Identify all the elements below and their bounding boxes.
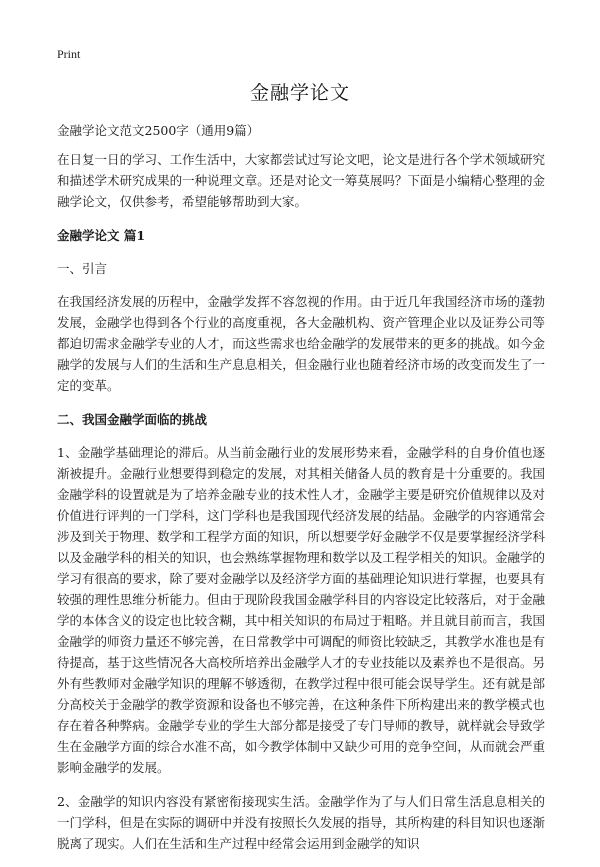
article-title: 金融学论文 篇1 <box>57 228 146 243</box>
document-subtitle: 金融学论文范文2500字（通用9篇） <box>57 123 260 138</box>
section1-heading: 一、引言 <box>57 261 108 276</box>
section2-paragraph-2: 2、金融学的知识内容没有紧密衔接现实生活。金融学作为了与人们日常生活息息相关的一门学科，但是在实际的调研中并没有按照长久发展的指导，其所构建的科目知识也逐渐脱离了现实。人们在生活和生产过程中经常会运用到金融学的知识 <box>57 794 545 851</box>
section2-heading: 二、我国金融学面临的挑战 <box>57 412 208 427</box>
print-link[interactable]: Print <box>57 47 81 61</box>
intro-paragraph: 在日复一日的学习、工作生活中，大家都尝试过写论文吧，论文是进行各个学术领域研究和描述学术研究成果的一种说理文章。还是对论文一筹莫展吗？下面是小编精心整理的金融学论文，仅供参考，希望能够帮助到大家。 <box>57 152 545 209</box>
section1-paragraph: 在我国经济发展的历程中，金融学发挥不容忽视的作用。由于近几年我国经济市场的蓬勃发展，金融学也得到各个行业的高度重视，各大金融机构、资产管理企业以及证券公司等都迫切需求金融学专业的人才，而这些需求也给金融学的发展带来的更多的挑战。如今金融学的发展与人们的生活和生产息息相关，但金融行业也随着经济市场的改变而发生了一定的变革。 <box>57 294 545 393</box>
document-body <box>57 120 545 867</box>
section2-paragraph-1: 1、金融学基础理论的滞后。从当前金融行业的发展形势来看，金融学科的自身价值也逐渐被提升。金融行业想要得到稳定的发展，对其相关储备人员的教育是十分重要的。我国金融学科的设置就是为了培养金融专业的技术性人才，金融学主要是研究价值规律以及对价值进行评判的一门学科，这门学科也是我国现代经济发展的结晶。金融学的内容通常会涉及到关于物理、数学和工程学方面的知识，所以想要学好金融学不仅是要掌握经济学科以及金融学科的相关的知识，也会熟练掌握物理和数学以及工程学相关的知识。金融学的学习有很高的要求，除了要对金融学以及经济学方面的基础理论知识进行掌握，也要具有较强的理性思维分析能力。但由于现阶段我国金融学科目的内容设定比较落后，对于金融学的本体含义的设定也比较含糊，其中相关知识的布局过于粗略。并且就目前而言，我国金融学的师资力量还不够完善，在日常教学中可调配的师资比较缺乏，其教学水准也是有待提高，基于这些情况各大高校所培养出金融学人才的专业技能以及素养也不是很高。另外有些教师对金融学知识的理解不够透彻，在教学过程中很可能会误导学生。还有就是部分高校关于金融学的教学资源和设备也不够完善，在这种条件下所构建出来的教学模式也存在着各种弊病。金融学专业的学生大部分都是接受了专门导师的教导，就样就会导致学生在金融学方面的综合水准不高，如今教学体制中又缺少可用的竞争空间，从而就会严重影响金融学的发展。 <box>57 445 545 775</box>
page-title: 金融学论文 <box>249 82 350 104</box>
